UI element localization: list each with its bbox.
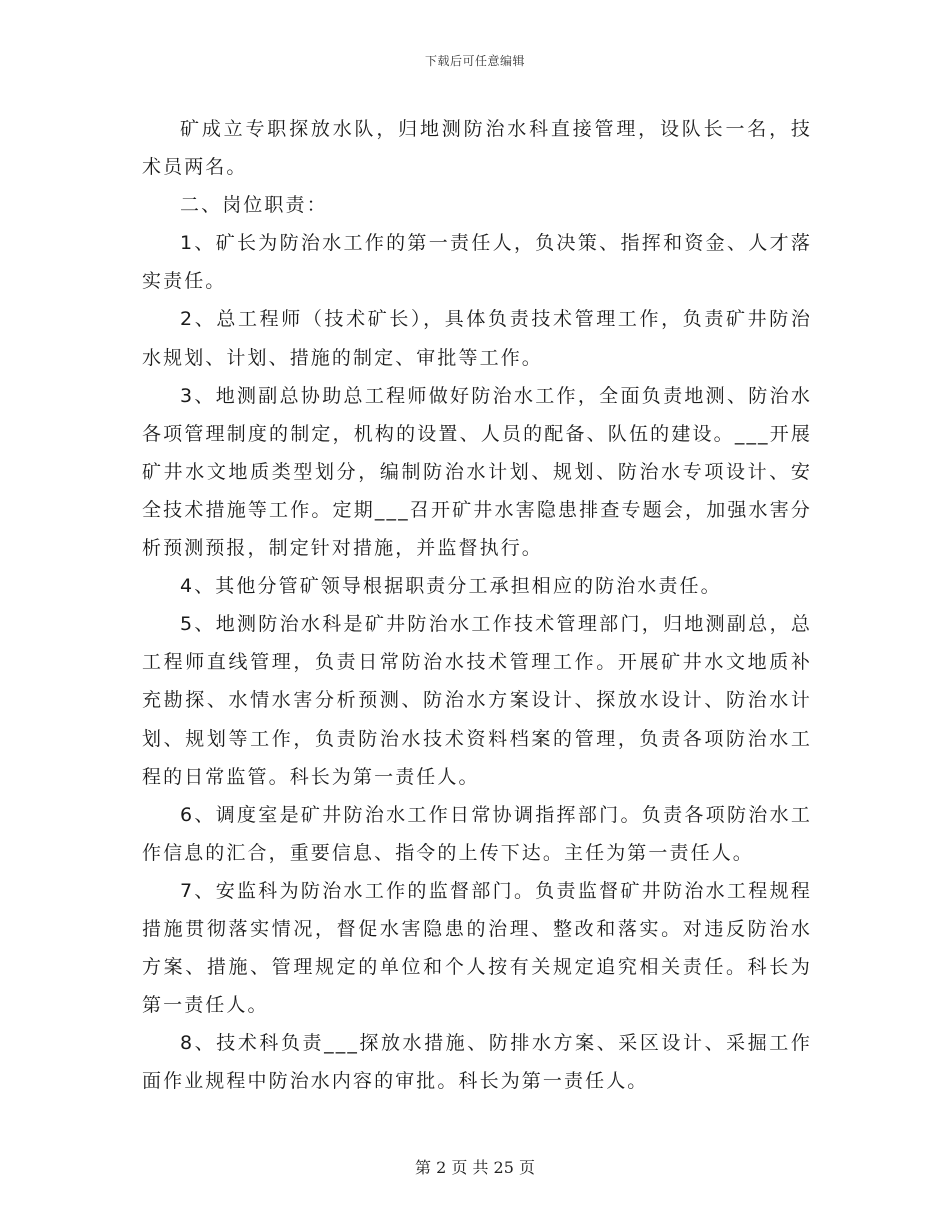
section-heading: 二、岗位职责：	[180, 194, 328, 217]
paragraph-duty-7: 7、安监科为防治水工作的监督部门。负责监督矿井防治水工程规程措施贯彻落实情况，督促水害隐患的治理、整改和落实。对违反防治水方案、措施、管理规定的单位和个人按有关规定追究相关责任。科长为第一责任人。	[142, 879, 812, 1017]
document-body	[142, 110, 812, 1100]
paragraph-duty-6: 6、调度室是矿井防治水工作日常协调指挥部门。负责各项防治水工作信息的汇合，重要信息、指令的上传下达。主任为第一责任人。	[142, 803, 812, 864]
paragraph-duty-1: 1、矿长为防治水工作的第一责任人，负决策、指挥和资金、人才落实责任。	[142, 232, 812, 293]
paragraph-duty-8: 8、技术科负责___探放水措施、防排水方案、采区设计、采掘工作面作业规程中防治水内容的审批。科长为第一责任人。	[142, 1032, 812, 1093]
paragraph-duty-4: 4、其他分管矿领导根据职责分工承担相应的防治水责任。	[180, 575, 722, 598]
paragraph-intro: 矿成立专职探放水队，归地测防治水科直接管理，设队长一名，技术员两名。	[142, 118, 812, 179]
paragraph-duty-3: 3、地测副总协助总工程师做好防治水工作，全面负责地测、防治水各项管理制度的制定，机构的设置、人员的配备、队伍的建设。___开展矿井水文地质类型划分，编制防治水计划、规划、防治水专项设计、安全技术措施等工作。定期___召开矿井水害隐患排查专题会，加强水害分析预测预报，制定针对措施，并监督执行。	[142, 384, 812, 560]
header-note: 下载后可任意编辑	[424, 54, 525, 68]
page-number: 第 2 页 共 25 页	[415, 1158, 535, 1177]
paragraph-duty-5: 5、地测防治水科是矿井防治水工作技术管理部门，归地测副总，总工程师直线管理，负责日常防治水技术管理工作。开展矿井水文地质补充勘探、水情水害分析预测、防治水方案设计、探放水设计、防治水计划、规划等工作，负责防治水技术资料档案的管理，负责各项防治水工程的日常监管。科长为第一责任人。	[142, 613, 812, 788]
paragraph-duty-2: 2、总工程师（技术矿长），具体负责技术管理工作，负责矿井防治水规划、计划、措施的制定、审批等工作。	[142, 308, 812, 369]
